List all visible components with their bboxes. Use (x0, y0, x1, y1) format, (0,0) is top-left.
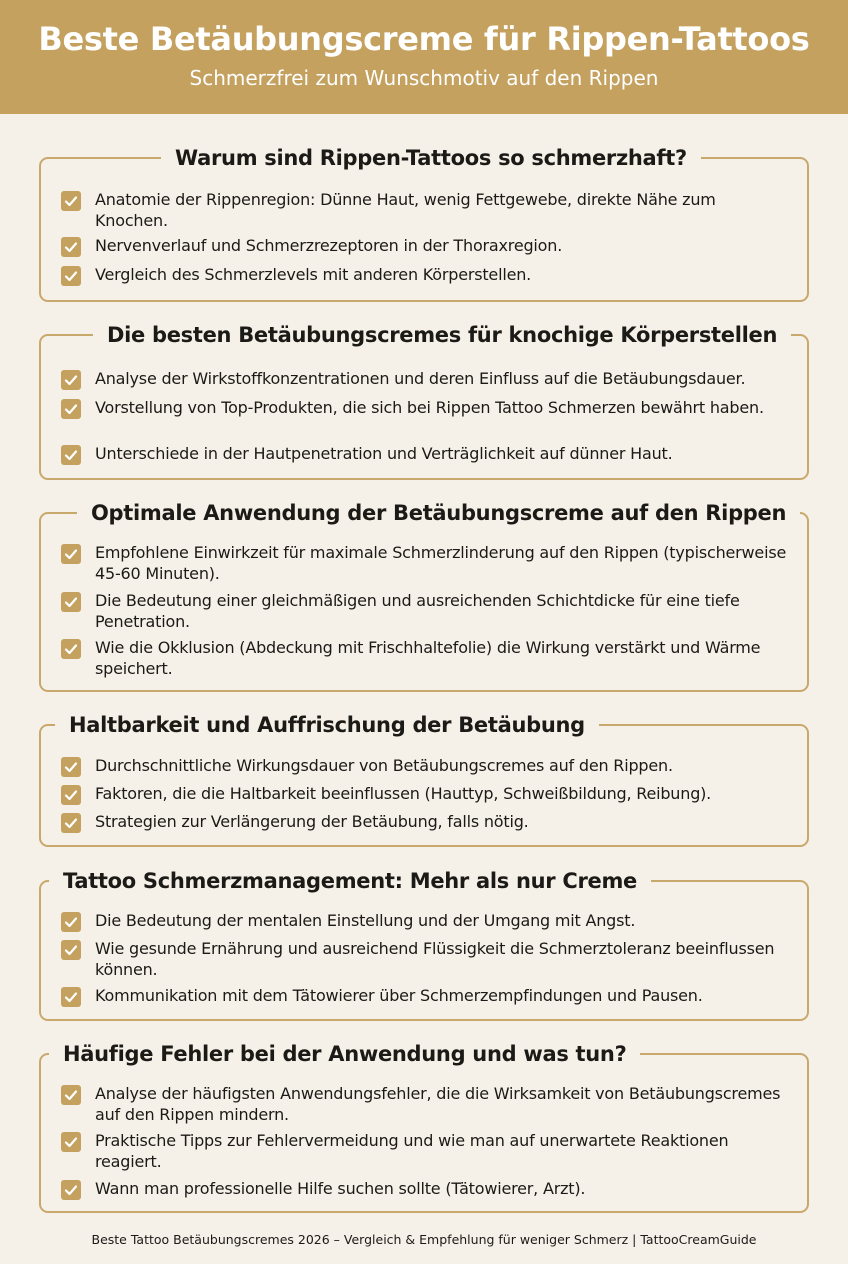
section-best-creams (39, 323, 809, 480)
check-icon (61, 987, 81, 1007)
check-icon (61, 445, 81, 465)
section-title: Warum sind Rippen-Tattoos so schmerzhaft? (161, 144, 701, 172)
check-icon (61, 1085, 81, 1105)
section-title: Häufige Fehler bei der Anwendung und was tun? (49, 1040, 640, 1068)
check-icon (61, 592, 81, 612)
item-text: Analyse der Wirkstoffkonzentrationen und deren Einfluss auf die Betäubungsdauer. (95, 369, 746, 388)
page-subtitle: Schmerzfrei zum Wunschmotiv auf den Rippen (189, 66, 659, 90)
check-icon (61, 266, 81, 286)
section-title: Haltbarkeit und Auffrischung der Betäubung (55, 711, 599, 739)
item-text: Die Bedeutung der mentalen Einstellung und der Umgang mit Angst. (95, 911, 636, 930)
item-text: Praktische Tipps zur Fehlervermeidung und wie man auf unerwartete Reaktionen reagiert. (95, 1131, 729, 1171)
check-icon (61, 237, 81, 257)
item-text: Vergleich des Schmerzlevels mit anderen Körperstellen. (95, 265, 532, 284)
check-icon (61, 757, 81, 777)
item-text: Wann man professionelle Hilfe suchen sollte (Tätowierer, Arzt). (95, 1179, 586, 1198)
item-text: Analyse der häufigsten Anwendungsfehler, die die Wirksamkeit von Betäubungscremes auf den Rippen mindern. (95, 1084, 781, 1124)
check-icon (61, 191, 81, 211)
item-text: Strategien zur Verlängerung der Betäubung, falls nötig. (95, 812, 529, 831)
item-text: Durchschnittliche Wirkungsdauer von Betäubungscremes auf den Rippen. (95, 756, 673, 775)
section-optimal-use (39, 501, 809, 692)
item-text: Wie die Okklusion (Abdeckung mit Frischhaltefolie) die Wirkung verstärkt und Wärme speichert. (95, 638, 761, 678)
check-icon (61, 399, 81, 419)
header-banner (0, 0, 848, 114)
section-title: Die besten Betäubungscremes für knochige Körperstellen (93, 321, 791, 349)
item-text: Nervenverlauf und Schmerzrezeptoren in der Thoraxregion. (95, 236, 563, 255)
check-icon (61, 544, 81, 564)
item-text: Die Bedeutung einer gleichmäßigen und ausreichenden Schichtdicke für eine tiefe Penetration. (95, 591, 740, 631)
item-text: Faktoren, die die Haltbarkeit beeinflussen (Hauttyp, Schweißbildung, Reibung). (95, 784, 712, 803)
item-text: Wie gesunde Ernährung und ausreichend Flüssigkeit die Schmerztoleranz beeinflussen können. (95, 939, 775, 979)
check-icon (61, 639, 81, 659)
check-icon (61, 813, 81, 833)
section-durability (39, 713, 809, 847)
item-text: Vorstellung von Top-Produkten, die sich bei Rippen Tattoo Schmerzen bewährt haben. (95, 398, 764, 417)
section-title: Optimale Anwendung der Betäubungscreme auf den Rippen (77, 499, 800, 527)
item-text: Empfohlene Einwirkzeit für maximale Schmerzlinderung auf den Rippen (typischerweise 45-60 Minuten). (95, 543, 787, 583)
check-icon (61, 1132, 81, 1152)
section-pain-management (39, 869, 809, 1021)
item-text: Unterschiede in der Hautpenetration und Verträglichkeit auf dünner Haut. (95, 444, 673, 463)
page-title: Beste Betäubungscreme für Rippen-Tattoos (38, 20, 810, 58)
item-text: Kommunikation mit dem Tätowierer über Schmerzempfindungen und Pausen. (95, 986, 703, 1005)
section-title: Tattoo Schmerzmanagement: Mehr als nur Creme (49, 867, 651, 895)
footer-text: Beste Tattoo Betäubungscremes 2026 – Vergleich & Empfehlung für weniger Schmerz | TattooCreamGuide (91, 1232, 757, 1247)
check-icon (61, 940, 81, 960)
check-icon (61, 785, 81, 805)
check-icon (61, 912, 81, 932)
item-text: Anatomie der Rippenregion: Dünne Haut, wenig Fettgewebe, direkte Nähe zum Knochen. (95, 190, 716, 230)
check-icon (61, 1180, 81, 1200)
section-common-mistakes (39, 1042, 809, 1213)
section-why-painful (39, 146, 809, 302)
check-icon (61, 370, 81, 390)
